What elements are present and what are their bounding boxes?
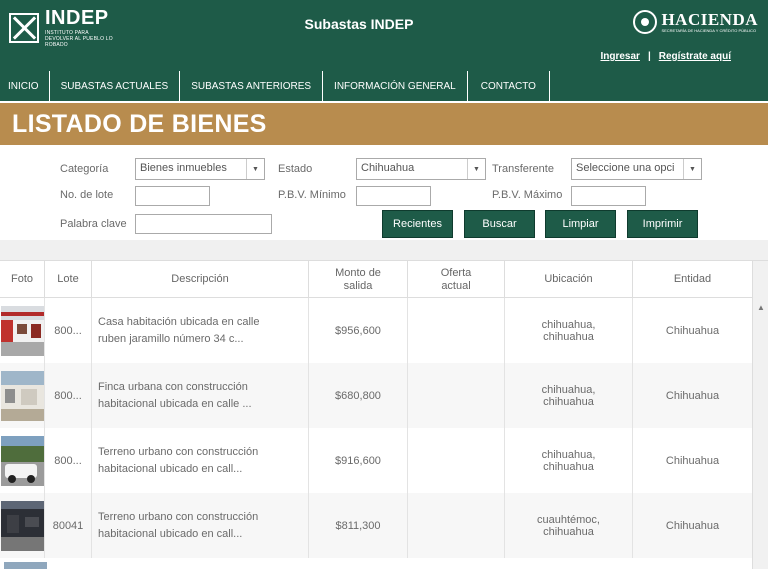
imprimir-button[interactable]: Imprimir <box>627 210 698 238</box>
register-link[interactable]: Regístrate aquí <box>658 51 731 62</box>
row-monto: $811,300 <box>309 493 408 558</box>
table-row[interactable] <box>0 558 752 569</box>
row-monto: $916,600 <box>309 428 408 493</box>
row-ubicacion-line1: chihuahua, <box>541 448 596 461</box>
pbv-max-input[interactable] <box>571 186 646 206</box>
row-ubicacion <box>505 363 633 428</box>
row-ubicacion-line1: chihuahua, <box>541 383 596 396</box>
nav-item-subastas-anteriores[interactable]: SUBASTAS ANTERIORES <box>180 71 323 101</box>
pbv-max-label: P.B.V. Máximo <box>492 189 563 201</box>
table-row[interactable] <box>0 363 752 428</box>
row-description <box>92 428 309 493</box>
categoria-select[interactable] <box>135 158 265 180</box>
table-scrollbar[interactable] <box>752 261 768 569</box>
row-ubicacion-line2: chihuahua <box>543 395 594 408</box>
row-description-line1: Terreno urbano con construcción <box>98 510 259 523</box>
row-entidad: Chihuahua <box>665 324 720 337</box>
estado-select-value: Chihuahua <box>361 162 415 174</box>
row-description <box>92 363 309 428</box>
indep-logo-name: INDEP <box>45 7 109 29</box>
row-description-line2: habitacional ubicado en call... <box>98 527 243 540</box>
nav-item-subastas-actuales[interactable]: SUBASTAS ACTUALES <box>50 71 181 101</box>
estado-label: Estado <box>278 163 313 175</box>
row-oferta <box>408 363 505 428</box>
hacienda-logo[interactable] <box>633 10 758 34</box>
property-thumbnail[interactable] <box>1 436 44 486</box>
row-ubicacion <box>505 493 633 558</box>
row-monto: $956,600 <box>309 298 408 363</box>
nav-item-contacto[interactable]: CONTACTO <box>468 71 550 101</box>
column-header-descripcion[interactable]: Descripción <box>92 261 309 298</box>
property-thumbnail[interactable] <box>1 371 44 421</box>
hacienda-logo-name: HACIENDA <box>661 10 758 29</box>
hacienda-logo-subtitle: SECRETARÍA DE HACIENDA Y CRÉDITO PÚBLICO <box>661 28 757 33</box>
row-oferta <box>408 298 505 363</box>
site-header <box>0 0 768 101</box>
table-row[interactable] <box>0 298 752 363</box>
pbv-min-input[interactable] <box>356 186 431 206</box>
column-header-monto-line1: Monto de <box>335 266 381 279</box>
property-thumbnail[interactable] <box>1 501 44 551</box>
transferente-select-value: Seleccione una opci <box>576 162 675 174</box>
column-header-oferta[interactable] <box>408 261 505 298</box>
keyword-label: Palabra clave <box>60 218 127 230</box>
column-header-oferta-line2: actual <box>441 279 471 292</box>
row-description-line2: habitacional ubicada en calle ... <box>98 397 252 410</box>
categoria-select-value: Bienes inmuebles <box>140 162 227 174</box>
row-ubicacion-line1: cuauhtémoc, <box>537 513 600 526</box>
column-header-entidad[interactable]: Entidad <box>673 273 712 285</box>
main-nav <box>0 71 550 101</box>
indep-logo-subtitle: INSTITUTO PARA DEVOLVER AL PUEBLO LO ROBADO <box>45 30 113 48</box>
nav-item-inicio[interactable]: INICIO <box>0 71 50 101</box>
column-header-foto[interactable]: Foto <box>0 261 45 298</box>
row-monto: $680,800 <box>309 363 408 428</box>
estado-select[interactable] <box>356 158 486 180</box>
recientes-button[interactable]: Recientes <box>382 210 453 238</box>
row-description <box>92 493 309 558</box>
table-header <box>0 261 752 298</box>
row-ubicacion-line2: chihuahua <box>543 460 594 473</box>
chevron-down-icon: ▼ <box>683 159 701 179</box>
row-description-line2: ruben jaramillo número 34 c... <box>98 332 244 345</box>
transferente-label: Transferente <box>492 163 554 175</box>
limpiar-button[interactable]: Limpiar <box>545 210 616 238</box>
auth-links <box>600 51 731 62</box>
row-photo-cell <box>0 298 45 363</box>
column-header-lote[interactable]: Lote <box>45 261 92 298</box>
row-photo-cell <box>0 493 45 558</box>
row-ubicacion <box>505 298 633 363</box>
page-title: LISTADO DE BIENES <box>12 110 267 138</box>
column-header-monto[interactable] <box>309 261 408 298</box>
results-table <box>0 260 768 568</box>
row-ubicacion-line2: chihuahua <box>543 330 594 343</box>
keyword-input[interactable] <box>135 214 272 234</box>
row-oferta <box>408 428 505 493</box>
row-lote: 800... <box>45 298 92 363</box>
row-lote: 80041 <box>45 493 92 558</box>
row-description <box>92 298 309 363</box>
column-header-monto-line2: salida <box>343 279 373 292</box>
column-header-oferta-line1: Oferta <box>440 266 472 279</box>
categoria-label: Categoría <box>60 163 109 175</box>
row-description-line1: Terreno urbano con construcción <box>98 445 259 458</box>
row-photo-cell <box>0 363 45 428</box>
row-lote: 800... <box>45 363 92 428</box>
table-row[interactable] <box>0 493 752 558</box>
lote-input[interactable] <box>135 186 210 206</box>
mexico-seal-icon <box>633 10 657 34</box>
scroll-up-arrow-icon[interactable]: ▲ <box>757 303 765 312</box>
column-header-ubicacion[interactable]: Ubicación <box>505 261 633 298</box>
row-entidad: Chihuahua <box>665 519 720 532</box>
nav-item-informacion-general[interactable]: INFORMACIÓN GENERAL <box>323 71 468 101</box>
transferente-select[interactable] <box>571 158 702 180</box>
auth-separator: | <box>647 51 651 62</box>
login-link[interactable]: Ingresar <box>600 51 640 62</box>
row-oferta <box>408 493 505 558</box>
row-entidad: Chihuahua <box>665 389 720 402</box>
table-row[interactable] <box>0 428 752 493</box>
chevron-down-icon: ▼ <box>246 159 264 179</box>
row-ubicacion-line1: chihuahua, <box>541 318 596 331</box>
row-description-line1: Finca urbana con construcción <box>98 380 248 393</box>
buscar-button[interactable]: Buscar <box>464 210 535 238</box>
chevron-down-icon: ▼ <box>467 159 485 179</box>
property-thumbnail[interactable] <box>1 306 44 356</box>
row-lote: 800... <box>45 428 92 493</box>
row-description-line1: Casa habitación ubicada en calle <box>98 315 260 328</box>
site-title: Subastas INDEP <box>304 16 414 32</box>
lote-label: No. de lote <box>60 189 114 201</box>
row-ubicacion <box>505 428 633 493</box>
row-ubicacion-line2: chihuahua <box>543 525 594 538</box>
pbv-min-label: P.B.V. Mínimo <box>278 189 346 201</box>
page-banner <box>0 103 768 145</box>
row-entidad: Chihuahua <box>665 454 720 467</box>
separator-bar <box>0 240 768 260</box>
row-description-line2: habitacional ubicado en call... <box>98 462 243 475</box>
row-photo-cell <box>0 428 45 493</box>
